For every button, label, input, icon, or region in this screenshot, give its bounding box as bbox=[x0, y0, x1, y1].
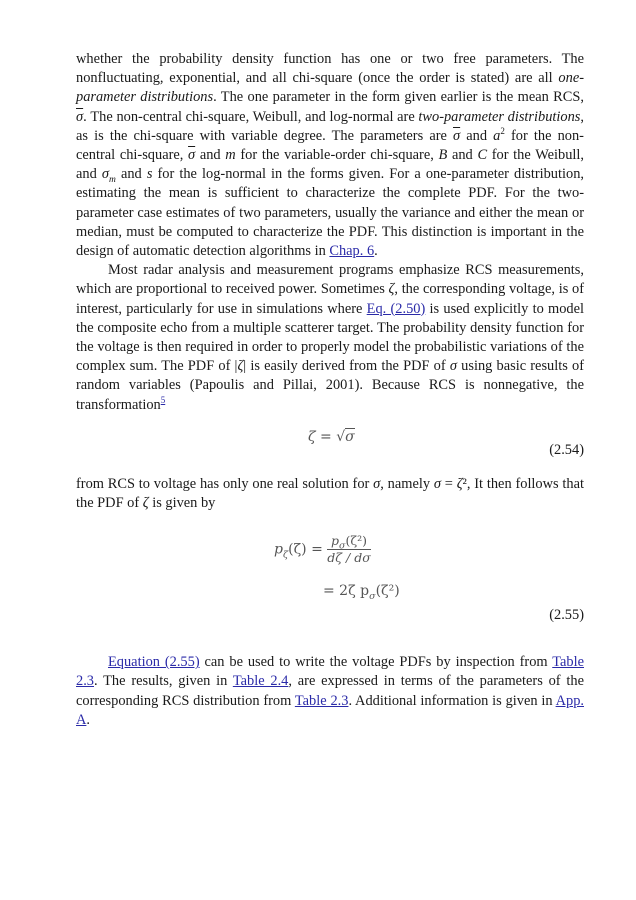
link-equation-2-55[interactable]: Equation (2.55) bbox=[108, 654, 200, 671]
sigma-bar-symbol: $\overline{\sigma}$ bbox=[453, 127, 461, 144]
eq-p: p bbox=[330, 533, 339, 549]
text: . The non-central chi-square, Weibull, and log-normal are bbox=[83, 108, 419, 125]
symbol-zeta: ζ bbox=[388, 281, 395, 298]
symbol-m: m bbox=[225, 147, 236, 164]
subscript-m: m bbox=[108, 175, 116, 186]
text: and bbox=[195, 147, 226, 164]
text: Most radar analysis and measurement programs emphasize RCS measurements, which are proportional to received power. Sometimes bbox=[76, 262, 584, 298]
text: for the Weibull, and bbox=[76, 147, 584, 183]
text: . bbox=[374, 243, 378, 260]
text: , namely bbox=[380, 475, 434, 492]
eq-subscript: σ bbox=[369, 591, 376, 603]
symbol-sigma: σ bbox=[101, 166, 109, 183]
text: , the corresponding voltage, is of interest, particularly for use in simulations where bbox=[76, 281, 584, 317]
link-table-2-3[interactable]: Table 2.3 bbox=[76, 654, 584, 690]
text: and bbox=[447, 147, 478, 164]
paragraph-voltage-pdfs bbox=[76, 653, 584, 730]
fraction-numerator bbox=[327, 533, 370, 550]
paragraph-transformation bbox=[76, 475, 584, 513]
link-table-2-4[interactable]: Table 2.4 bbox=[232, 673, 289, 690]
text: . The one parameter in the form given earlier is the mean RCS, bbox=[213, 89, 584, 106]
footnote-link-5[interactable]: 5 bbox=[160, 394, 166, 405]
eq-subscript: σ bbox=[339, 540, 346, 552]
fraction bbox=[327, 533, 370, 566]
text: can be used to write the voltage PDFs by inspection from bbox=[199, 654, 553, 671]
symbol-zeta: ζ bbox=[142, 495, 149, 512]
eq-argument: (ζ) = bbox=[288, 541, 328, 558]
text: , as is the chi-square with variable degree. The parameters are bbox=[76, 108, 584, 144]
fraction-denominator bbox=[327, 550, 370, 566]
text: for the log-normal in the forms given. For a one-parameter distribution, estimating the mean is sufficient to characterize the complete PDF. For the two-parameter case estimates of two parameters, usually the variance and either the mean or median, must be computed to characterize the PDF. This distinction is important in the design of automatic detection algorithms in bbox=[76, 166, 584, 260]
eq-sign: = bbox=[315, 428, 337, 445]
text: whether the probability density function has one or two free parameters. The nonfluctuating, exponential, and all chi-square (once the order is stated) are all bbox=[76, 51, 584, 87]
text: and bbox=[460, 127, 494, 144]
symbol-b: B bbox=[438, 147, 448, 164]
eq-subscript: ζ bbox=[282, 549, 289, 561]
text: . The results, given in bbox=[94, 673, 233, 690]
equation-2-55 bbox=[76, 513, 584, 631]
paragraph-parameters bbox=[76, 50, 584, 261]
text: . bbox=[86, 711, 91, 728]
emphasis-two-parameter: two-parameter distributions bbox=[418, 108, 581, 125]
symbol-sigma: σ bbox=[373, 475, 381, 492]
text: = bbox=[440, 475, 457, 492]
equation-number-2-55: (2.55) bbox=[549, 607, 584, 624]
page-body bbox=[76, 50, 584, 730]
symbol-sigma: σ bbox=[433, 475, 441, 492]
symbol-zeta: ζ bbox=[237, 358, 244, 375]
text: for the non-central chi-square, bbox=[76, 127, 584, 164]
eq-argument: (ζ²) bbox=[375, 583, 400, 600]
eq-derivative: dζ / dσ bbox=[327, 550, 371, 566]
symbol-sigma: σ bbox=[449, 358, 457, 375]
eq-sigma: σ bbox=[345, 428, 355, 445]
equation-number-2-54: (2.54) bbox=[549, 441, 584, 458]
text: for the variable-order chi-square, bbox=[235, 147, 439, 164]
eq-argument: (ζ²) bbox=[345, 533, 368, 549]
symbol-s: s bbox=[146, 166, 153, 183]
symbol-a: a bbox=[493, 127, 501, 144]
eq-p: p bbox=[274, 541, 283, 558]
eq-term: = 2ζ p bbox=[323, 583, 370, 600]
text: is given by bbox=[148, 495, 216, 512]
sigma-bar-symbol: $\overline{\sigma}$ bbox=[188, 147, 196, 164]
text: , are expressed in terms of the parameters of the corresponding RCS distribution from bbox=[76, 673, 584, 709]
text: . Additional information is given in bbox=[348, 692, 556, 709]
symbol-c: C bbox=[477, 147, 488, 164]
text: ², It then follows that the PDF of bbox=[76, 475, 585, 512]
emphasis-one-parameter: one-parameter distributions bbox=[76, 70, 584, 106]
equation-2-54 bbox=[76, 415, 584, 467]
eq-zeta: ζ bbox=[308, 428, 316, 445]
text: using basic results of random variables (Papoulis and Pillai, 2001). Because RCS is nonnegative, the transformation bbox=[76, 358, 585, 413]
text: and bbox=[115, 166, 147, 183]
paragraph-voltage bbox=[76, 261, 584, 415]
link-chapter-6[interactable]: Chap. 6 bbox=[329, 243, 375, 260]
equation-2-55-line2 bbox=[323, 583, 400, 603]
text: | is easily derived from the PDF of bbox=[243, 358, 450, 375]
sigma-bar-symbol: $\overline{\sigma}$ bbox=[76, 108, 84, 125]
text: is used explicitly to model the composite echo from a multiple scatterer target. The probability density function for the voltage is then required in order to properly model the probabilistic variations of the complex sum. The PDF of | bbox=[76, 300, 584, 375]
superscript: 2 bbox=[500, 126, 505, 137]
equation-2-55-line1 bbox=[274, 533, 371, 566]
link-equation-2-50[interactable]: Eq. (2.50) bbox=[366, 300, 426, 317]
link-appendix-a[interactable]: App. A bbox=[76, 692, 584, 728]
link-table-2-3[interactable]: Table 2.3 bbox=[294, 692, 349, 709]
text: from RCS to voltage has only one real solution for bbox=[76, 475, 374, 492]
equation-2-54-body bbox=[308, 429, 355, 445]
sqrt-symbol: √ bbox=[336, 428, 346, 445]
symbol-zeta: ζ bbox=[456, 475, 463, 492]
